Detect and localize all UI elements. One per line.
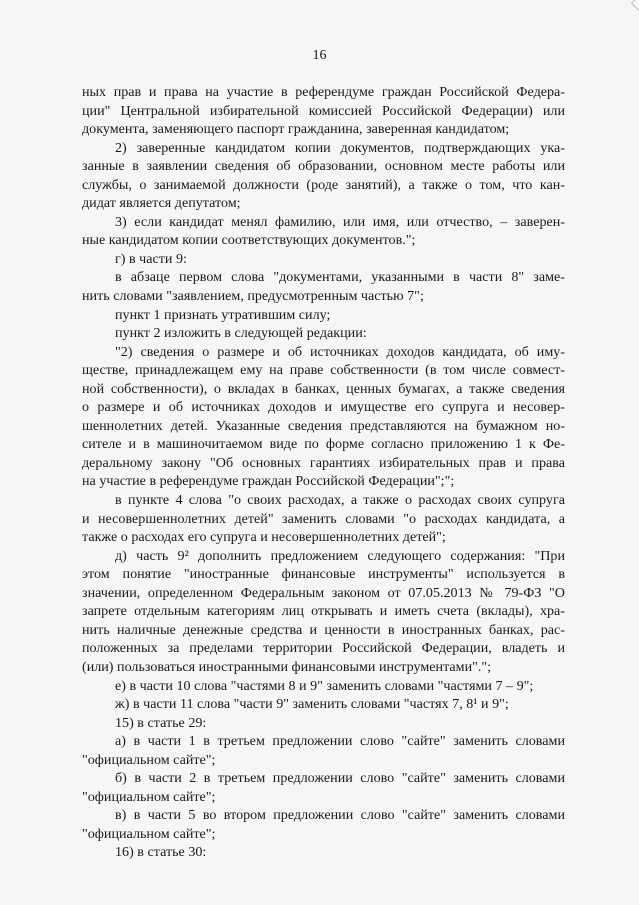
text-line: г) в части 9:	[115, 250, 187, 267]
text-line: ные кандидатом копии соответствующих документов.";	[82, 232, 416, 249]
text-line: в) в части 5 во втором предложении слово "сайте" заменить словами	[115, 807, 565, 824]
text-line: на участие в референдуме граждан Российской Федерации";";	[82, 473, 455, 490]
text-line: в пункте 4 слова "о своих расходах, а также о расходах своих супруга	[115, 492, 565, 509]
text-line: значении, определенном Федеральным законом от 07.05.2013 № 79-ФЗ "О	[82, 584, 565, 601]
text-line: д) часть 9² дополнить предложением следующего содержания: "При	[115, 547, 565, 564]
text-line: "официальном сайте";	[82, 788, 216, 805]
text-line: (или) пользоваться иностранными финансовыми инструментами".";	[82, 658, 492, 675]
text-line: пункт 1 признать утратившим силу;	[115, 306, 331, 323]
scan-corner-mark	[631, 0, 639, 14]
text-line: в абзаце первом слова "документами, указанными в части 8" заме-	[115, 269, 565, 286]
text-line: е) в части 10 слова "частями 8 и 9" заменить словами "частями 7 – 9";	[115, 677, 534, 694]
text-line: дидат является депутатом;	[82, 195, 241, 212]
text-line: 16) в статье 30:	[115, 844, 207, 861]
text-line: этом понятие "иностранные финансовые инструменты" используется в	[82, 566, 565, 583]
text-line: сителе и в машиночитаемом виде по форме согласно приложению 1 к Фе-	[82, 436, 565, 453]
text-line: нить словами "заявлением, предусмотренным частью 7";	[82, 288, 424, 305]
text-line: ных прав и права на участие в референдуме граждан Российской Федера-	[82, 84, 565, 100]
text-line: а) в части 1 в третьем предложении слово "сайте" заменить словами	[115, 733, 565, 750]
document-body	[82, 83, 565, 862]
text-line: занные в заявлении сведения об образовании, основном месте работы или	[82, 158, 565, 175]
text-line: службы, о занимаемой должности (роде занятий), а также о том, что кан-	[82, 176, 565, 193]
text-line: о размере и об источниках доходов и имуществе его супруга и несовер-	[82, 399, 565, 416]
text-line: ции" Центральной избирательной комиссией Российской Федерации) или	[82, 102, 565, 119]
text-line: 2) заверенные кандидатом копии документов, подтверждающих ука-	[115, 139, 565, 156]
text-line: деральному закону "Об основных гарантиях избирательных прав и права	[82, 454, 565, 471]
text-line: также о расходах его супруга и несовершеннолетних детей";	[82, 529, 446, 546]
text-line: 15) в статье 29:	[115, 714, 207, 731]
text-line: "2) сведения о размере и об источниках доходов кандидата, об иму-	[115, 343, 565, 360]
page-number: 16	[312, 48, 327, 63]
text-line: положенных за пределами территории Российской Федерации, владеть и	[82, 640, 565, 657]
text-line: нить наличные денежные средства и ценности в иностранных банках, рас-	[82, 621, 565, 638]
text-line: "официальном сайте";	[82, 751, 216, 768]
text-line: шеннолетних детей. Указанные сведения представляются на бумажном но-	[82, 417, 565, 434]
text-line: б) в части 2 в третьем предложении слово "сайте" заменить словами	[115, 770, 565, 787]
text-line: запрете отдельным категориям лиц открывать и иметь счета (вклады), хра-	[82, 603, 565, 620]
text-line: и несовершеннолетних детей" заменить словами "о расходах кандидата, а	[82, 510, 565, 527]
text-line: ществе, принадлежащем ему на праве собственности (в том числе совмест-	[82, 362, 565, 379]
text-line: пункт 2 изложить в следующей редакции:	[115, 325, 367, 342]
text-line: ной собственности), о вкладах в банках, ценных бумагах, а также сведения	[82, 380, 565, 397]
text-line: "официальном сайте";	[82, 825, 216, 842]
text-line: 3) если кандидат менял фамилию, или имя, или отчество, – заверен-	[115, 213, 565, 230]
text-line: документа, заменяющего паспорт гражданина, заверенная кандидатом;	[82, 121, 510, 138]
text-line: ж) в части 11 слова "части 9" заменить словами "частях 7, 8¹ и 9";	[115, 696, 509, 713]
